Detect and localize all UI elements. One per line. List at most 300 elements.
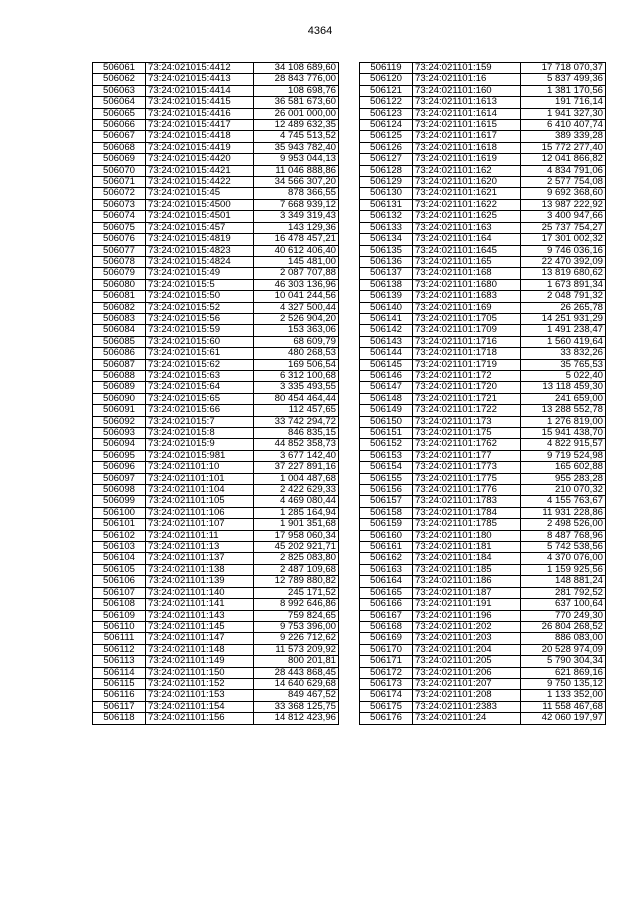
- value-cell: 26 265,78: [521, 302, 606, 313]
- value-cell: 2 422 629,33: [254, 485, 339, 496]
- table-row: [93, 131, 339, 142]
- table-row: [93, 713, 339, 724]
- cadastral-number-cell: 73:24:021101:24: [413, 713, 521, 724]
- table-row: [360, 268, 606, 279]
- cadastral-number-cell: 73:24:021101:191: [413, 599, 521, 610]
- value-cell: 16 478 457,21: [254, 234, 339, 245]
- cadastral-number-cell: 73:24:021101:140: [146, 587, 254, 598]
- value-cell: 37 227 891,16: [254, 462, 339, 473]
- cadastral-number-cell: 73:24:021101:1705: [413, 313, 521, 324]
- table-row: [93, 188, 339, 199]
- table-row: [93, 610, 339, 621]
- row-id-cell: 506075: [93, 222, 146, 233]
- row-id-cell: 506090: [93, 393, 146, 404]
- row-id-cell: 506155: [360, 473, 413, 484]
- table-row: [93, 211, 339, 222]
- cadastral-number-cell: 73:24:021015:64: [146, 382, 254, 393]
- cadastral-number-cell: 73:24:021101:106: [146, 507, 254, 518]
- value-cell: 9 750 135,12: [521, 678, 606, 689]
- cadastral-number-cell: 73:24:021101:175: [413, 428, 521, 439]
- cadastral-number-cell: 73:24:021101:187: [413, 587, 521, 598]
- row-id-cell: 506150: [360, 416, 413, 427]
- row-id-cell: 506125: [360, 131, 413, 142]
- value-cell: 281 792,52: [521, 587, 606, 598]
- value-cell: 3 677 142,40: [254, 450, 339, 461]
- value-cell: 3 335 493,55: [254, 382, 339, 393]
- table-row: [93, 234, 339, 245]
- row-id-cell: 506156: [360, 485, 413, 496]
- row-id-cell: 506073: [93, 199, 146, 210]
- row-id-cell: 506130: [360, 188, 413, 199]
- cadastral-number-cell: 73:24:021015:4413: [146, 74, 254, 85]
- value-cell: 5 742 538,56: [521, 542, 606, 553]
- table-row: [360, 678, 606, 689]
- row-id-cell: 506157: [360, 496, 413, 507]
- table-row: [93, 313, 339, 324]
- table-row: [360, 599, 606, 610]
- cadastral-number-cell: 73:24:021101:165: [413, 256, 521, 267]
- cadastral-number-cell: 73:24:021101:137: [146, 553, 254, 564]
- cadastral-number-cell: 73:24:021015:4412: [146, 63, 254, 74]
- row-id-cell: 506080: [93, 279, 146, 290]
- value-cell: 33 832,26: [521, 348, 606, 359]
- cadastral-number-cell: 73:24:021015:50: [146, 291, 254, 302]
- table-row: [360, 302, 606, 313]
- table-row: [93, 507, 339, 518]
- cadastral-number-cell: 73:24:021101:169: [413, 302, 521, 313]
- cadastral-number-cell: 73:24:021101:1716: [413, 336, 521, 347]
- row-id-cell: 506118: [93, 713, 146, 724]
- cadastral-number-cell: 73:24:021101:208: [413, 690, 521, 701]
- table-row: [360, 405, 606, 416]
- row-id-cell: 506158: [360, 507, 413, 518]
- row-id-cell: 506142: [360, 325, 413, 336]
- value-cell: 9 753 396,00: [254, 621, 339, 632]
- table-row: [93, 428, 339, 439]
- table-row: [93, 599, 339, 610]
- table-row: [360, 131, 606, 142]
- table-row: [360, 690, 606, 701]
- cadastral-number-cell: 73:24:021101:172: [413, 370, 521, 381]
- value-cell: 34 566 307,20: [254, 177, 339, 188]
- cadastral-number-cell: 73:24:021015:4500: [146, 199, 254, 210]
- value-cell: 1 491 238,47: [521, 325, 606, 336]
- table-row: [93, 439, 339, 450]
- cadastral-number-cell: 73:24:021015:4422: [146, 177, 254, 188]
- row-id-cell: 506153: [360, 450, 413, 461]
- page-number: 4364: [307, 25, 333, 37]
- cadastral-number-cell: 73:24:021101:1720: [413, 382, 521, 393]
- value-cell: 2 087 707,88: [254, 268, 339, 279]
- cadastral-number-cell: 73:24:021101:13: [146, 542, 254, 553]
- cadastral-number-cell: 73:24:021101:147: [146, 633, 254, 644]
- row-id-cell: 506171: [360, 656, 413, 667]
- cadastral-number-cell: 73:24:021015:4501: [146, 211, 254, 222]
- row-id-cell: 506085: [93, 336, 146, 347]
- table-row: [93, 701, 339, 712]
- cadastral-number-cell: 73:24:021101:168: [413, 268, 521, 279]
- cadastral-number-cell: 73:24:021101:150: [146, 667, 254, 678]
- value-cell: 5 837 499,36: [521, 74, 606, 85]
- cadastral-number-cell: 73:24:021015:4419: [146, 142, 254, 153]
- row-id-cell: 506115: [93, 678, 146, 689]
- value-cell: 14 251 931,29: [521, 313, 606, 324]
- value-cell: 878 366,55: [254, 188, 339, 199]
- table-row: [93, 530, 339, 541]
- row-id-cell: 506121: [360, 85, 413, 96]
- value-cell: 770 249,30: [521, 610, 606, 621]
- value-cell: 45 202 921,71: [254, 542, 339, 553]
- value-cell: 26 001 000,00: [254, 108, 339, 119]
- row-id-cell: 506089: [93, 382, 146, 393]
- table-row: [93, 256, 339, 267]
- value-cell: 1 560 419,64: [521, 336, 606, 347]
- cadastral-number-cell: 73:24:021015:981: [146, 450, 254, 461]
- value-cell: 44 852 358,73: [254, 439, 339, 450]
- cadastral-number-cell: 73:24:021101:1613: [413, 97, 521, 108]
- value-cell: 25 737 754,27: [521, 222, 606, 233]
- cadastral-number-cell: 73:24:021101:1680: [413, 279, 521, 290]
- table-row: [93, 450, 339, 461]
- table-row: [93, 199, 339, 210]
- row-id-cell: 506069: [93, 154, 146, 165]
- cadastral-number-cell: 73:24:021101:1776: [413, 485, 521, 496]
- row-id-cell: 506162: [360, 553, 413, 564]
- value-cell: 13 288 552,78: [521, 405, 606, 416]
- value-cell: 480 268,53: [254, 348, 339, 359]
- table-row: [360, 519, 606, 530]
- value-cell: 15 941 438,70: [521, 428, 606, 439]
- row-id-cell: 506095: [93, 450, 146, 461]
- value-cell: 28 443 868,45: [254, 667, 339, 678]
- value-cell: 11 931 228,86: [521, 507, 606, 518]
- row-id-cell: 506152: [360, 439, 413, 450]
- cadastral-number-cell: 73:24:021101:152: [146, 678, 254, 689]
- table-row: [360, 177, 606, 188]
- value-cell: 13 118 459,30: [521, 382, 606, 393]
- cadastral-number-cell: 73:24:021101:1722: [413, 405, 521, 416]
- cadastral-number-cell: 73:24:021101:153: [146, 690, 254, 701]
- value-cell: 621 869,16: [521, 667, 606, 678]
- cadastral-number-cell: 73:24:021015:4420: [146, 154, 254, 165]
- cadastral-number-cell: 73:24:021101:1784: [413, 507, 521, 518]
- value-cell: 4 327 500,44: [254, 302, 339, 313]
- row-id-cell: 506165: [360, 587, 413, 598]
- table-row: [360, 633, 606, 644]
- table-row: [360, 199, 606, 210]
- cadastral-number-cell: 73:24:021101:1620: [413, 177, 521, 188]
- row-id-cell: 506104: [93, 553, 146, 564]
- table-row: [360, 370, 606, 381]
- value-cell: 3 349 319,43: [254, 211, 339, 222]
- value-cell: 17 958 060,34: [254, 530, 339, 541]
- table-row: [360, 222, 606, 233]
- cadastral-number-cell: 73:24:021101:145: [146, 621, 254, 632]
- table-row: [360, 74, 606, 85]
- cadastral-number-cell: 73:24:021101:162: [413, 165, 521, 176]
- cadastral-number-cell: 73:24:021015:66: [146, 405, 254, 416]
- value-cell: 1 381 170,56: [521, 85, 606, 96]
- table-row: [360, 667, 606, 678]
- table-row: [93, 473, 339, 484]
- row-id-cell: 506146: [360, 370, 413, 381]
- table-row: [93, 621, 339, 632]
- value-cell: 12 041 866,82: [521, 154, 606, 165]
- cadastral-number-cell: 73:24:021101:105: [146, 496, 254, 507]
- row-id-cell: 506133: [360, 222, 413, 233]
- table-row: [93, 576, 339, 587]
- table-row: [360, 245, 606, 256]
- value-cell: 12 789 880,82: [254, 576, 339, 587]
- cadastral-number-cell: 73:24:021015:4824: [146, 256, 254, 267]
- cadastral-number-cell: 73:24:021101:181: [413, 542, 521, 553]
- value-cell: 35 943 782,40: [254, 142, 339, 153]
- value-cell: 4 370 076,00: [521, 553, 606, 564]
- table-row: [360, 120, 606, 131]
- row-id-cell: 506081: [93, 291, 146, 302]
- cadastral-number-cell: 73:24:021101:163: [413, 222, 521, 233]
- value-cell: 4 834 791,06: [521, 165, 606, 176]
- cadastral-number-cell: 73:24:021101:204: [413, 644, 521, 655]
- cadastral-number-cell: 73:24:021101:104: [146, 485, 254, 496]
- row-id-cell: 506160: [360, 530, 413, 541]
- row-id-cell: 506099: [93, 496, 146, 507]
- table-row: [360, 313, 606, 324]
- row-id-cell: 506147: [360, 382, 413, 393]
- table-row: [360, 63, 606, 74]
- table-row: [93, 291, 339, 302]
- value-cell: 80 454 464,44: [254, 393, 339, 404]
- cadastral-number-cell: 73:24:021015:4416: [146, 108, 254, 119]
- row-id-cell: 506164: [360, 576, 413, 587]
- row-id-cell: 506173: [360, 678, 413, 689]
- row-id-cell: 506117: [93, 701, 146, 712]
- row-id-cell: 506135: [360, 245, 413, 256]
- value-cell: 11 558 467,68: [521, 701, 606, 712]
- table-row: [360, 97, 606, 108]
- cadastral-number-cell: 73:24:021101:184: [413, 553, 521, 564]
- cadastral-number-cell: 73:24:021015:65: [146, 393, 254, 404]
- cadastral-number-cell: 73:24:021015:4417: [146, 120, 254, 131]
- table-row: [360, 530, 606, 541]
- row-id-cell: 506141: [360, 313, 413, 324]
- cadastral-number-cell: 73:24:021101:205: [413, 656, 521, 667]
- table-row: [93, 678, 339, 689]
- row-id-cell: 506172: [360, 667, 413, 678]
- value-cell: 11 573 209,92: [254, 644, 339, 655]
- row-id-cell: 506068: [93, 142, 146, 153]
- value-cell: 1 159 925,56: [521, 564, 606, 575]
- cadastral-number-cell: 73:24:021101:1625: [413, 211, 521, 222]
- table-row: [93, 485, 339, 496]
- table-row: [93, 359, 339, 370]
- value-cell: 15 772 277,40: [521, 142, 606, 153]
- right-table: [359, 62, 606, 725]
- row-id-cell: 506148: [360, 393, 413, 404]
- table-row: [93, 336, 339, 347]
- cadastral-number-cell: 73:24:021101:101: [146, 473, 254, 484]
- row-id-cell: 506170: [360, 644, 413, 655]
- cadastral-number-cell: 73:24:021101:1645: [413, 245, 521, 256]
- value-cell: 637 100,64: [521, 599, 606, 610]
- table-row: [360, 496, 606, 507]
- row-id-cell: 506100: [93, 507, 146, 518]
- cadastral-number-cell: 73:24:021101:1721: [413, 393, 521, 404]
- table-row: [93, 142, 339, 153]
- value-cell: 886 083,00: [521, 633, 606, 644]
- cadastral-number-cell: 73:24:021015:4823: [146, 245, 254, 256]
- row-id-cell: 506127: [360, 154, 413, 165]
- cadastral-number-cell: 73:24:021101:1621: [413, 188, 521, 199]
- row-id-cell: 506094: [93, 439, 146, 450]
- cadastral-number-cell: 73:24:021101:1619: [413, 154, 521, 165]
- value-cell: 9 746 036,16: [521, 245, 606, 256]
- row-id-cell: 506168: [360, 621, 413, 632]
- cadastral-number-cell: 73:24:021101:1683: [413, 291, 521, 302]
- row-id-cell: 506138: [360, 279, 413, 290]
- value-cell: 5 790 304,34: [521, 656, 606, 667]
- table-row: [93, 542, 339, 553]
- table-row: [360, 644, 606, 655]
- cadastral-number-cell: 73:24:021101:1719: [413, 359, 521, 370]
- value-cell: 22 470 392,09: [521, 256, 606, 267]
- row-id-cell: 506139: [360, 291, 413, 302]
- table-row: [93, 644, 339, 655]
- cadastral-number-cell: 73:24:021101:186: [413, 576, 521, 587]
- row-id-cell: 506108: [93, 599, 146, 610]
- table-row: [360, 542, 606, 553]
- value-cell: 6 312 100,68: [254, 370, 339, 381]
- row-id-cell: 506129: [360, 177, 413, 188]
- table-row: [360, 325, 606, 336]
- row-id-cell: 506140: [360, 302, 413, 313]
- table-row: [360, 85, 606, 96]
- cadastral-number-cell: 73:24:021015:5: [146, 279, 254, 290]
- value-cell: 42 060 197,97: [521, 713, 606, 724]
- table-row: [360, 359, 606, 370]
- value-cell: 2 526 904,20: [254, 313, 339, 324]
- row-id-cell: 506126: [360, 142, 413, 153]
- cadastral-number-cell: 73:24:021101:154: [146, 701, 254, 712]
- row-id-cell: 506161: [360, 542, 413, 553]
- row-id-cell: 506079: [93, 268, 146, 279]
- right-table-body: [360, 63, 606, 725]
- table-row: [360, 473, 606, 484]
- row-id-cell: 506167: [360, 610, 413, 621]
- cadastral-number-cell: 73:24:021015:49: [146, 268, 254, 279]
- table-row: [93, 667, 339, 678]
- row-id-cell: 506169: [360, 633, 413, 644]
- value-cell: 17 301 002,32: [521, 234, 606, 245]
- value-cell: 46 303 136,96: [254, 279, 339, 290]
- value-cell: 33 742 294,72: [254, 416, 339, 427]
- cadastral-number-cell: 73:24:021015:4421: [146, 165, 254, 176]
- table-row: [360, 701, 606, 712]
- table-row: [360, 564, 606, 575]
- table-row: [93, 633, 339, 644]
- table-row: [93, 553, 339, 564]
- cadastral-number-cell: 73:24:021101:196: [413, 610, 521, 621]
- value-cell: 4 822 915,57: [521, 439, 606, 450]
- row-id-cell: 506110: [93, 621, 146, 632]
- cadastral-number-cell: 73:24:021101:159: [413, 63, 521, 74]
- value-cell: 7 668 939,12: [254, 199, 339, 210]
- row-id-cell: 506109: [93, 610, 146, 621]
- value-cell: 14 812 423,96: [254, 713, 339, 724]
- cadastral-number-cell: 73:24:021015:62: [146, 359, 254, 370]
- left-table: [92, 62, 339, 725]
- table-row: [93, 268, 339, 279]
- table-row: [360, 154, 606, 165]
- value-cell: 8 487 768,96: [521, 530, 606, 541]
- table-row: [93, 325, 339, 336]
- cadastral-number-cell: 73:24:021101:1718: [413, 348, 521, 359]
- cadastral-number-cell: 73:24:021015:8: [146, 428, 254, 439]
- row-id-cell: 506106: [93, 576, 146, 587]
- value-cell: 4 745 513,52: [254, 131, 339, 142]
- value-cell: 169 506,54: [254, 359, 339, 370]
- row-id-cell: 506143: [360, 336, 413, 347]
- value-cell: 1 901 351,68: [254, 519, 339, 530]
- cadastral-number-cell: 73:24:021101:173: [413, 416, 521, 427]
- table-row: [93, 108, 339, 119]
- row-id-cell: 506086: [93, 348, 146, 359]
- table-row: [360, 621, 606, 632]
- table-row: [93, 165, 339, 176]
- value-cell: 9 226 712,62: [254, 633, 339, 644]
- table-row: [93, 97, 339, 108]
- row-id-cell: 506071: [93, 177, 146, 188]
- table-row: [93, 382, 339, 393]
- value-cell: 10 041 244,56: [254, 291, 339, 302]
- cadastral-number-cell: 73:24:021101:1615: [413, 120, 521, 131]
- row-id-cell: 506107: [93, 587, 146, 598]
- row-id-cell: 506145: [360, 359, 413, 370]
- row-id-cell: 506154: [360, 462, 413, 473]
- table-row: [360, 507, 606, 518]
- table-row: [360, 610, 606, 621]
- row-id-cell: 506134: [360, 234, 413, 245]
- value-cell: 759 824,65: [254, 610, 339, 621]
- table-row: [93, 348, 339, 359]
- cadastral-number-cell: 73:24:021101:141: [146, 599, 254, 610]
- value-cell: 800 201,81: [254, 656, 339, 667]
- value-cell: 40 612 406,40: [254, 245, 339, 256]
- value-cell: 191 716,14: [521, 97, 606, 108]
- row-id-cell: 506132: [360, 211, 413, 222]
- value-cell: 112 457,65: [254, 405, 339, 416]
- cadastral-number-cell: 73:24:021101:156: [146, 713, 254, 724]
- row-id-cell: 506074: [93, 211, 146, 222]
- cadastral-number-cell: 73:24:021015:457: [146, 222, 254, 233]
- table-row: [93, 63, 339, 74]
- value-cell: 13 819 680,62: [521, 268, 606, 279]
- cadastral-number-cell: 73:24:021101:1618: [413, 142, 521, 153]
- table-row: [93, 690, 339, 701]
- row-id-cell: 506084: [93, 325, 146, 336]
- row-id-cell: 506119: [360, 63, 413, 74]
- cadastral-number-cell: 73:24:021101:16: [413, 74, 521, 85]
- cadastral-number-cell: 73:24:021101:10: [146, 462, 254, 473]
- value-cell: 14 640 629,68: [254, 678, 339, 689]
- cadastral-number-cell: 73:24:021101:160: [413, 85, 521, 96]
- cadastral-number-cell: 73:24:021015:59: [146, 325, 254, 336]
- cadastral-number-cell: 73:24:021101:202: [413, 621, 521, 632]
- cadastral-number-cell: 73:24:021101:138: [146, 564, 254, 575]
- table-row: [93, 587, 339, 598]
- table-row: [360, 485, 606, 496]
- table-row: [360, 348, 606, 359]
